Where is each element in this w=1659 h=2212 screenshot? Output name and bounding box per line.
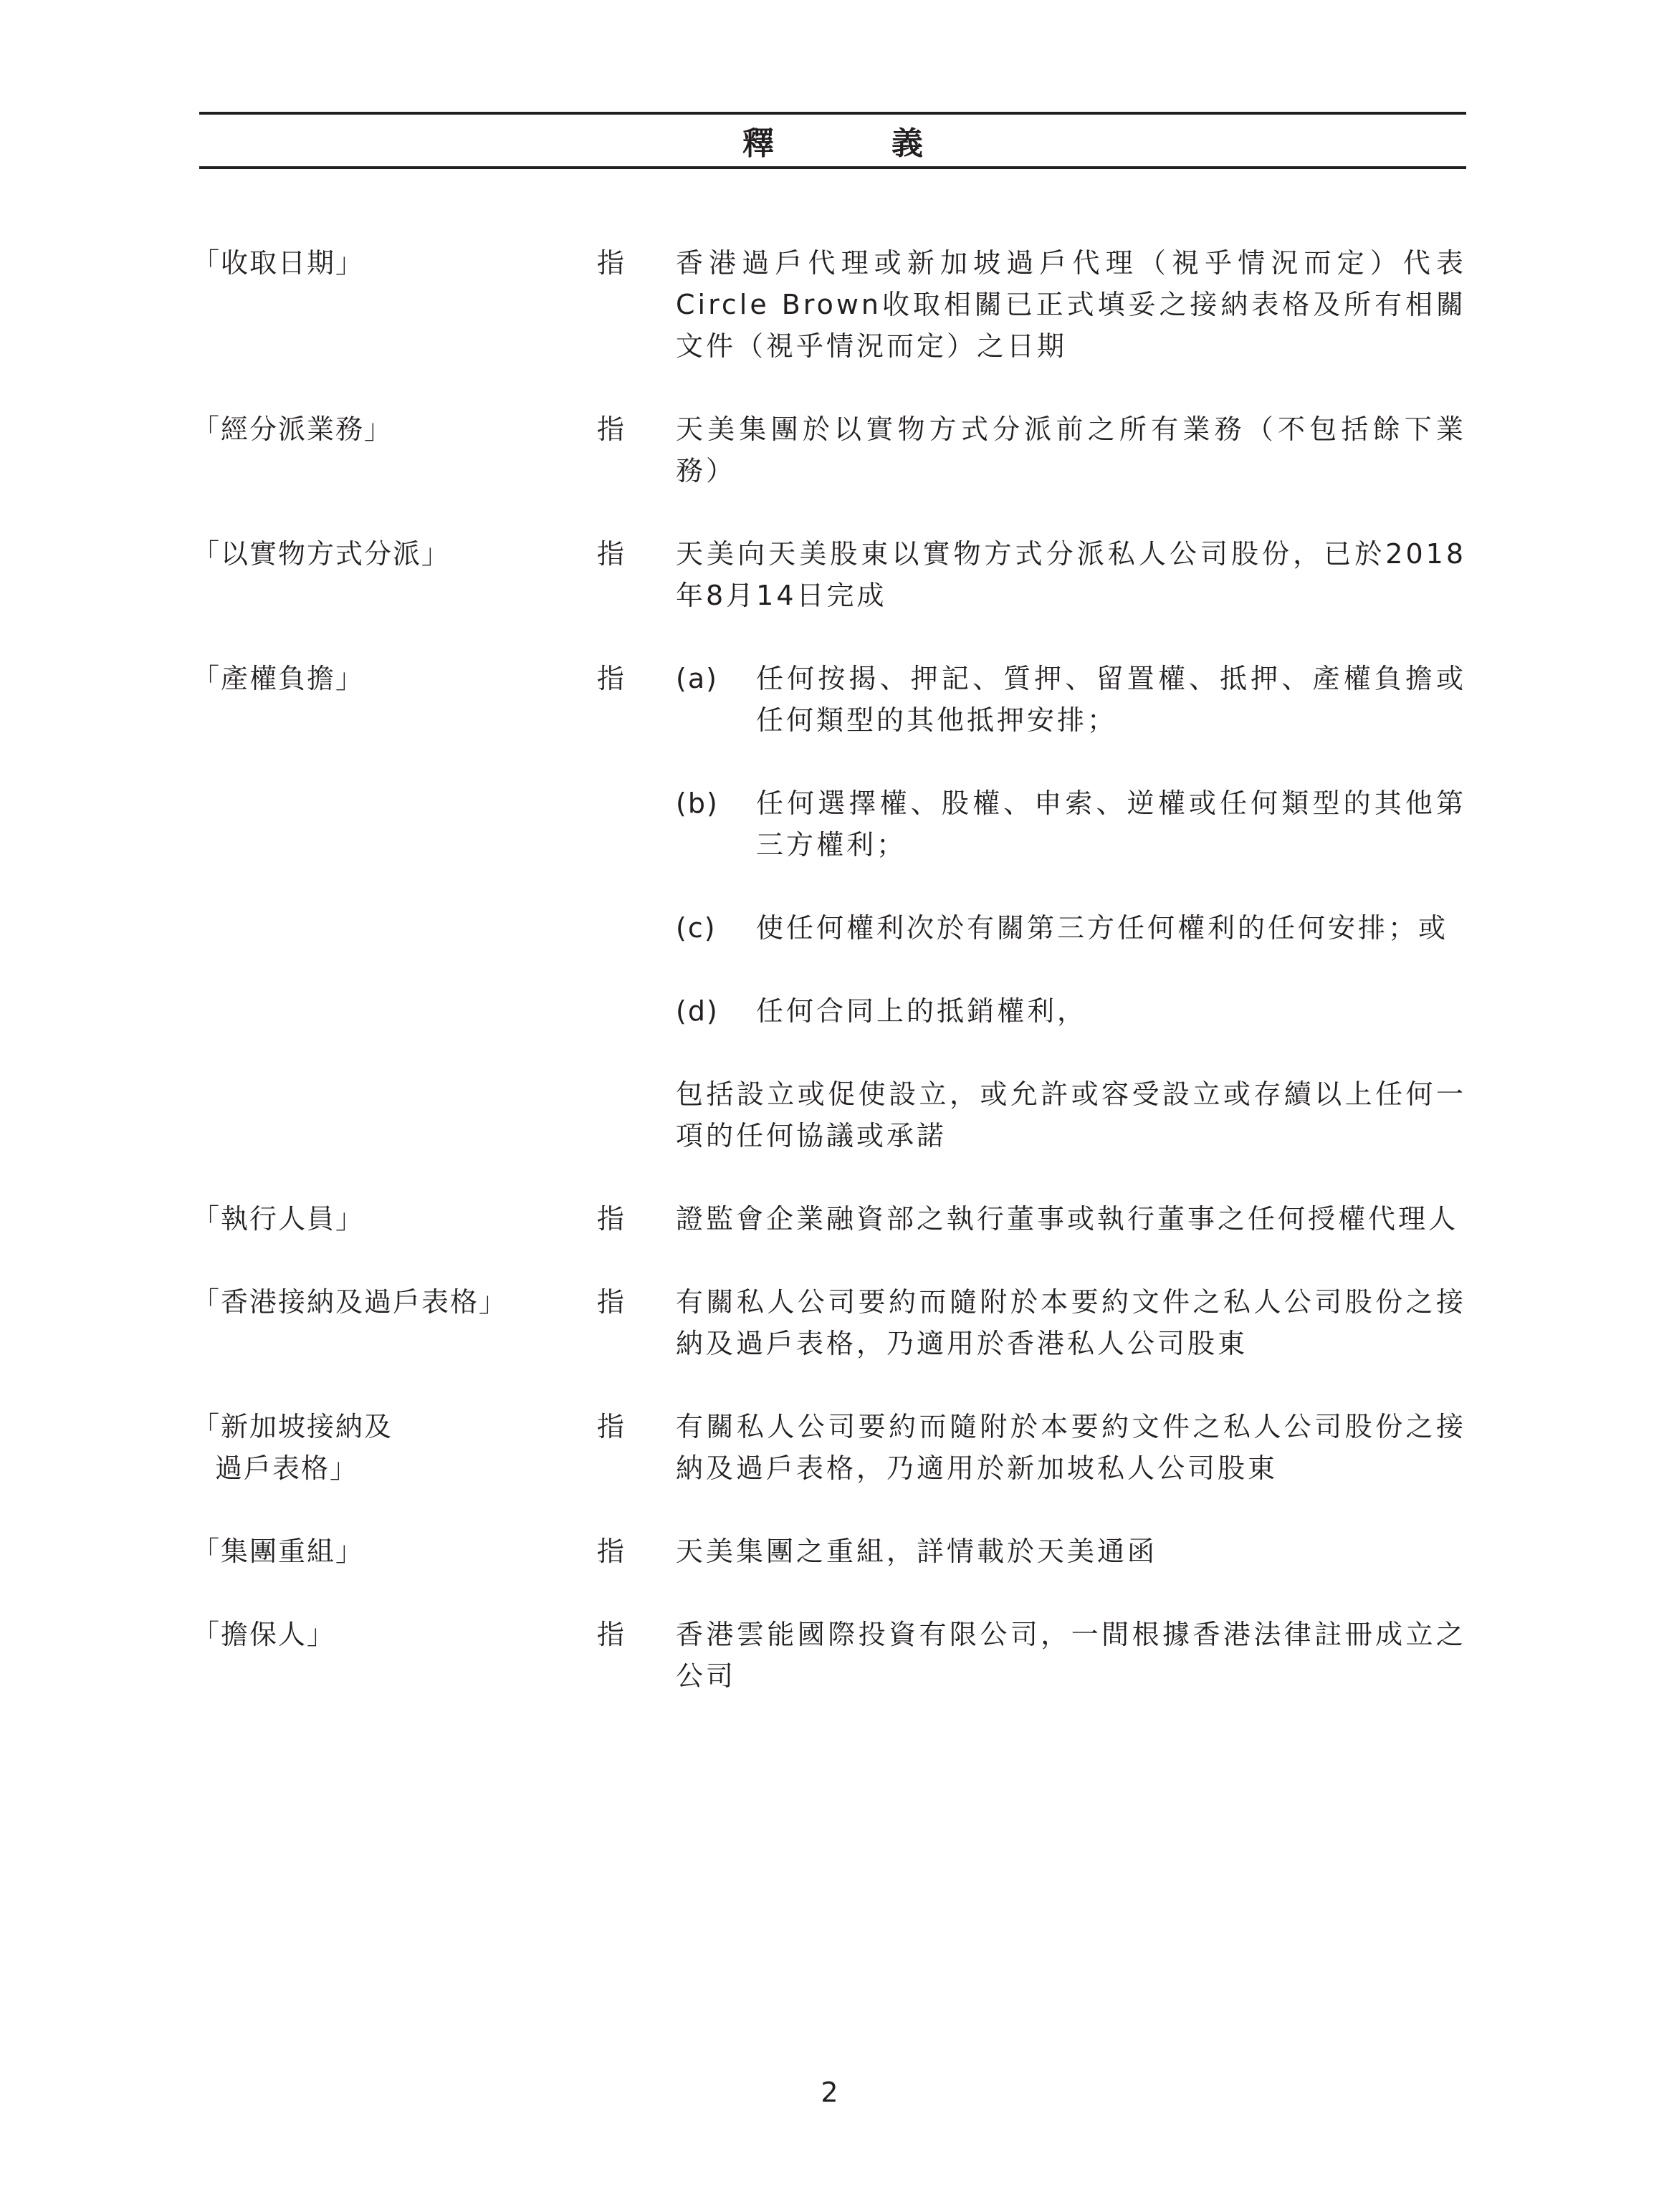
sub-clause-text: 任何合同上的抵銷權利， xyxy=(756,995,1088,1027)
definition-term: 「經分派業務」 xyxy=(192,413,393,445)
definition-term: 「擔保人」 xyxy=(192,1619,336,1650)
sub-clause-label: (b) xyxy=(676,787,719,819)
header-rule-box xyxy=(199,112,1466,169)
sub-clause-label: (c) xyxy=(676,912,717,944)
definition-text: 香港過戶代理或新加坡過戶代理（視乎情況而定）代表Circle Brown收取相關已正式填妥之接納表格及所有相關文件（視乎情況而定）之日期 xyxy=(676,247,1466,362)
definition-term: 「收取日期」 xyxy=(192,247,365,279)
definition-tail-text: 包括設立或促使設立，或允許或容受設立或存續以上任何一項的任何協議或承諾 xyxy=(676,1078,1466,1152)
sub-clause xyxy=(676,658,1466,741)
definition-entry xyxy=(192,1281,1466,1364)
definition-entry xyxy=(192,658,1466,1157)
definition-text: 天美集團之重組，詳情載於天美通函 xyxy=(676,1536,1158,1567)
sub-clause xyxy=(676,990,1466,1032)
means-label: 指 xyxy=(597,663,626,694)
definition-entry xyxy=(192,242,1466,367)
definitions-list xyxy=(192,242,1466,1697)
sub-clause-text: 任何按揭、押記、質押、留置權、抵押、產權負擔或任何類型的其他抵押安排； xyxy=(756,663,1466,736)
sub-clause-text: 使任何權利次於有關第三方任何權利的任何安排；或 xyxy=(756,912,1449,944)
means-label: 指 xyxy=(597,1286,626,1318)
definition-entry xyxy=(192,1614,1466,1697)
means-label: 指 xyxy=(597,1411,626,1442)
definition-term: 「產權負擔」 xyxy=(192,663,365,694)
means-label: 指 xyxy=(597,1536,626,1567)
definition-term: 「集團重組」 xyxy=(192,1536,365,1567)
sub-clause-label: (a) xyxy=(676,663,718,694)
page-number: 2 xyxy=(821,2077,838,2108)
definition-entry xyxy=(192,408,1466,492)
definition-entry xyxy=(192,1406,1466,1489)
means-label: 指 xyxy=(597,247,626,279)
means-label: 指 xyxy=(597,538,626,570)
definition-term-line2: 過戶表格」 xyxy=(215,1452,359,1484)
definition-term xyxy=(192,1406,597,1489)
definition-text: 有關私人公司要約而隨附於本要約文件之私人公司股份之接納及過戶表格，乃適用於香港私人公司股東 xyxy=(676,1286,1466,1359)
definition-entry xyxy=(192,1531,1466,1572)
definition-text: 天美集團於以實物方式分派前之所有業務（不包括餘下業務） xyxy=(676,413,1466,487)
means-label: 指 xyxy=(597,1619,626,1650)
definition-text xyxy=(676,658,1466,1157)
sub-clause xyxy=(676,782,1466,866)
definition-term-line1: 「新加坡接納及 xyxy=(192,1411,393,1442)
means-label: 指 xyxy=(597,413,626,445)
definition-term: 「以實物方式分派」 xyxy=(192,538,451,570)
definition-entry xyxy=(192,533,1466,616)
definition-entry xyxy=(192,1198,1466,1240)
definition-text: 香港雲能國際投資有限公司，一間根據香港法律註冊成立之公司 xyxy=(676,1619,1466,1692)
page-title: 釋 義 xyxy=(742,125,966,162)
definition-text: 有關私人公司要約而隨附於本要約文件之私人公司股份之接納及過戶表格，乃適用於新加坡私人公司股東 xyxy=(676,1411,1466,1484)
means-label: 指 xyxy=(597,1203,626,1235)
definition-text: 證監會企業融資部之執行董事或執行董事之任何授權代理人 xyxy=(676,1203,1459,1235)
definition-term: 「香港接納及過戶表格」 xyxy=(192,1286,508,1318)
sub-clause-text: 任何選擇權、股權、申索、逆權或任何類型的其他第三方權利； xyxy=(756,787,1466,861)
definition-term: 「執行人員」 xyxy=(192,1203,365,1235)
sub-clause xyxy=(676,907,1466,949)
sub-clause-label: (d) xyxy=(676,995,719,1027)
definition-text: 天美向天美股東以實物方式分派私人公司股份，已於2018年8月14日完成 xyxy=(676,538,1466,611)
